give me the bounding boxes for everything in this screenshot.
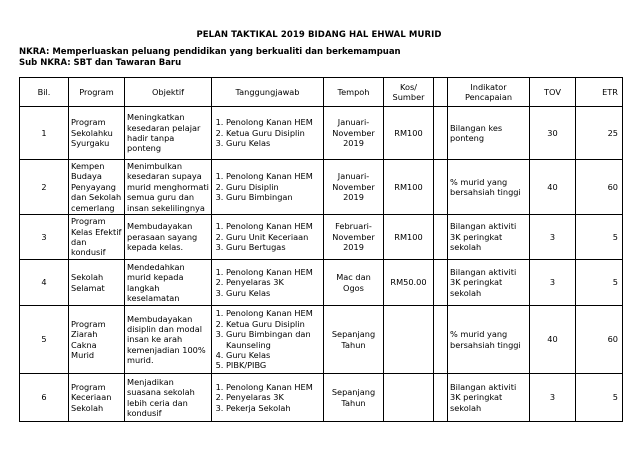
table-row: [20, 374, 623, 422]
row-tanggungjawab: [212, 107, 324, 160]
row-indikator: Bilangan aktiviti 3K peringkat sekolah: [448, 260, 530, 306]
nkra-line: NKRA: Memperluaskan peluang pendidikan yang berkualiti dan berkemampuan: [19, 47, 401, 57]
responsibility-item: 3. Guru Kelas: [226, 288, 323, 298]
responsibility-item: 1. Penolong Kanan HEM: [226, 382, 323, 392]
document-title: PELAN TAKTIKAL 2019 BIDANG HAL EHWAL MURID: [196, 30, 442, 40]
row-etr: 5: [576, 374, 623, 422]
table-row: [20, 260, 623, 306]
row-spacer: [434, 215, 448, 260]
row-tempoh: Sepanjang Tahun: [324, 374, 384, 422]
header-tempoh: Tempoh: [324, 78, 384, 107]
header-program: Program: [69, 78, 125, 107]
responsibility-item: 3. Guru Bertugas: [226, 242, 323, 252]
responsibility-item: 1. Penolong Kanan HEM: [226, 221, 323, 231]
responsibility-item: 1. Penolong Kanan HEM: [226, 171, 323, 181]
row-objektif: Mendedahkan murid kepada langkah keselamatan: [125, 260, 212, 306]
row-tanggungjawab: [212, 160, 324, 215]
row-objektif: Membudayakan perasaan sayang kepada kelas.: [125, 215, 212, 260]
table-row: [20, 306, 623, 374]
responsibility-item: 1. Penolong Kanan HEM: [226, 117, 323, 127]
row-tanggungjawab: [212, 260, 324, 306]
responsibility-item: 2. Ketua Guru Disiplin: [226, 319, 323, 329]
table-header-row: [20, 78, 623, 107]
responsibility-item: 3. Guru Bimbingan: [226, 192, 323, 202]
row-indikator: % murid yang bersahsiah tinggi: [448, 160, 530, 215]
row-spacer: [434, 306, 448, 374]
tactical-plan-table: [19, 77, 623, 422]
row-kos: RM100: [384, 215, 434, 260]
row-etr: 5: [576, 215, 623, 260]
row-objektif: Membudayakan disiplin dan modal insan ke arah kemenjadian 100% murid.: [125, 306, 212, 374]
row-tanggungjawab: [212, 215, 324, 260]
row-indikator: Bilangan kes ponteng: [448, 107, 530, 160]
table-row: [20, 215, 623, 260]
row-spacer: [434, 260, 448, 306]
row-program: Program Keceriaan Sekolah: [69, 374, 125, 422]
header-tov: TOV: [530, 78, 576, 107]
row-objektif: Menimbulkan kesedaran supaya murid menghormati semua guru dan insan sekelilingnya: [125, 160, 212, 215]
row-tov: 40: [530, 160, 576, 215]
row-etr: 25: [576, 107, 623, 160]
responsibility-item: 2. Guru Disiplin: [226, 182, 323, 192]
row-program: Program Kelas Efektif dan kondusif: [69, 215, 125, 260]
header-etr: ETR: [576, 78, 623, 107]
row-spacer: [434, 374, 448, 422]
row-tempoh: Januari-November 2019: [324, 107, 384, 160]
row-tanggungjawab: [212, 306, 324, 374]
header-objektif: Objektif: [125, 78, 212, 107]
responsibility-item: 1. Penolong Kanan HEM: [226, 267, 323, 277]
responsibility-item: 1. Penolong Kanan HEM: [226, 308, 323, 318]
row-tov: 3: [530, 215, 576, 260]
responsibility-item: 3. Pekerja Sekolah: [226, 403, 323, 413]
row-bil: 6: [20, 374, 69, 422]
responsibility-item: 3. Guru Kelas: [226, 138, 323, 148]
row-bil: 5: [20, 306, 69, 374]
row-objektif: Meningkatkan kesedaran pelajar hadir tanpa ponteng: [125, 107, 212, 160]
row-program: Kempen Budaya Penyayang dan Sekolah cemerlang: [69, 160, 125, 215]
row-tempoh: Mac dan Ogos: [324, 260, 384, 306]
responsibility-item: 2. Penyelaras 3K: [226, 277, 323, 287]
row-bil: 3: [20, 215, 69, 260]
row-tempoh: Sepanjang Tahun: [324, 306, 384, 374]
row-kos: [384, 374, 434, 422]
table-row: [20, 107, 623, 160]
row-indikator: % murid yang bersahsiah tinggi: [448, 306, 530, 374]
row-kos: [384, 306, 434, 374]
row-kos: RM100: [384, 107, 434, 160]
row-kos: RM100: [384, 160, 434, 215]
row-bil: 2: [20, 160, 69, 215]
row-bil: 1: [20, 107, 69, 160]
row-tempoh: Januari-November 2019: [324, 160, 384, 215]
row-program: Sekolah Selamat: [69, 260, 125, 306]
responsibility-item: 4. Guru Kelas: [226, 350, 323, 360]
responsibility-item: 2. Penyelaras 3K: [226, 392, 323, 402]
row-tov: 3: [530, 374, 576, 422]
row-program: Program Sekolahku Syurgaku: [69, 107, 125, 160]
row-tov: 40: [530, 306, 576, 374]
row-indikator: Bilangan aktiviti 3K peringkat sekolah: [448, 215, 530, 260]
row-spacer: [434, 107, 448, 160]
row-etr: 5: [576, 260, 623, 306]
table-row: [20, 160, 623, 215]
row-program: Program Ziarah Cakna Murid: [69, 306, 125, 374]
responsibility-item: 2. Ketua Guru Disiplin: [226, 128, 323, 138]
row-tov: 3: [530, 260, 576, 306]
row-tanggungjawab: [212, 374, 324, 422]
responsibility-item: 3. Guru Bimbingan dan Kaunseling: [226, 329, 323, 350]
header-kos: Kos/ Sumber: [384, 78, 434, 107]
row-indikator: Bilangan aktiviti 3K peringkat sekolah: [448, 374, 530, 422]
header-tanggungjawab: Tanggungjawab: [212, 78, 324, 107]
row-objektif: Menjadikan suasana sekolah lebih ceria dan kondusif: [125, 374, 212, 422]
sub-nkra-line: Sub NKRA: SBT dan Tawaran Baru: [19, 58, 182, 68]
header-spacer: [434, 78, 448, 107]
row-spacer: [434, 160, 448, 215]
header-indikator: Indikator Pencapaian: [448, 78, 530, 107]
row-etr: 60: [576, 306, 623, 374]
row-etr: 60: [576, 160, 623, 215]
row-tempoh: Februari-November 2019: [324, 215, 384, 260]
row-bil: 4: [20, 260, 69, 306]
responsibility-item: 2. Guru Unit Keceriaan: [226, 232, 323, 242]
responsibility-item: 5. PIBK/PIBG: [226, 360, 323, 370]
header-bil: Bil.: [20, 78, 69, 107]
row-kos: RM50.00: [384, 260, 434, 306]
row-tov: 30: [530, 107, 576, 160]
